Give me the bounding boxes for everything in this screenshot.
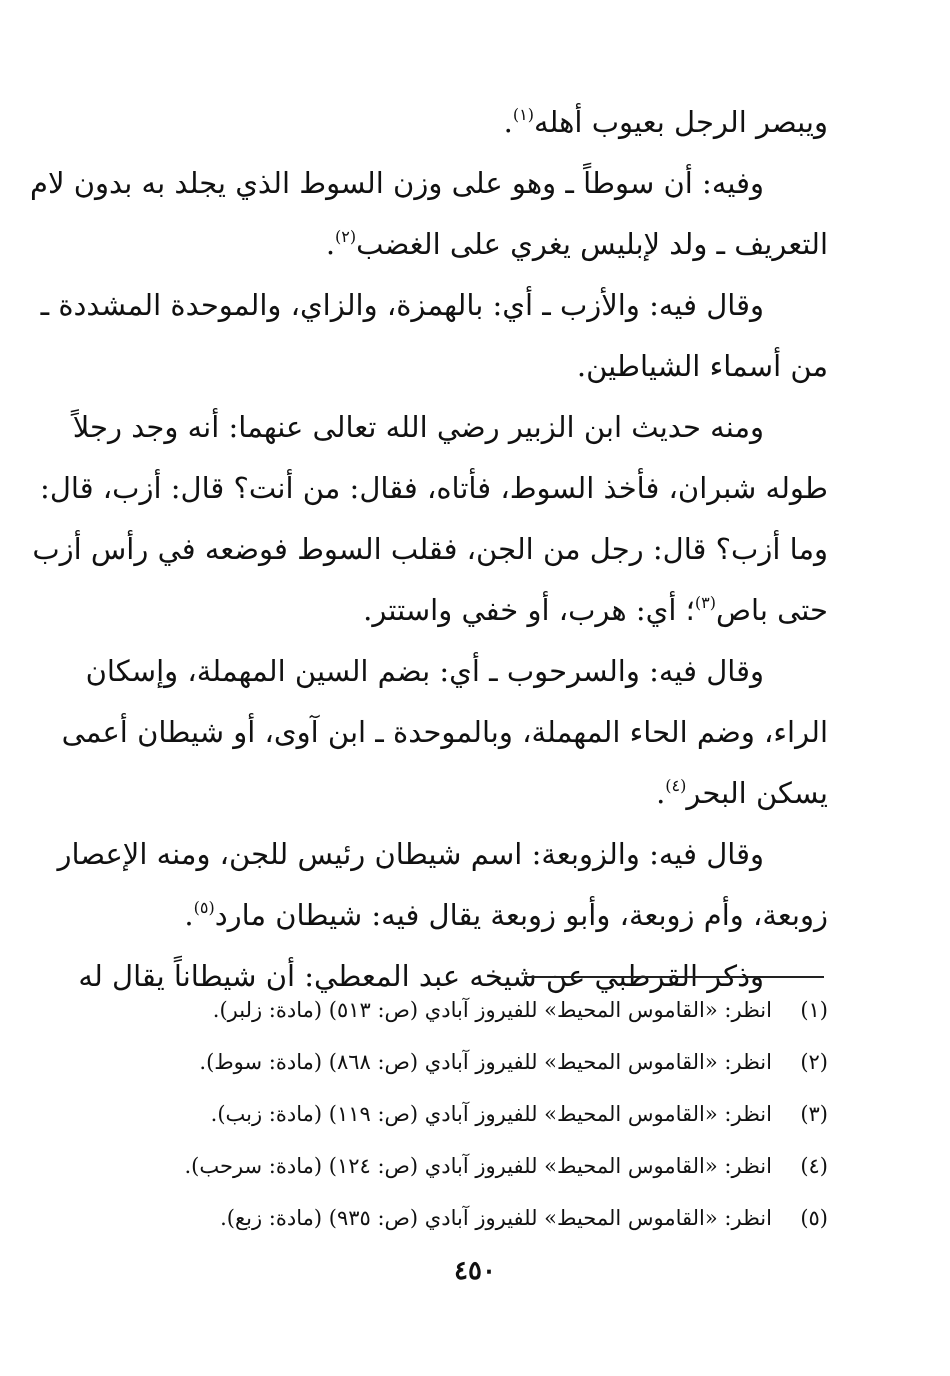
footnote-ref: (٤) (665, 776, 687, 795)
footnote-text: انظر: «القاموس المحيط» للفيروز آبادي (ص: ١١٩) (مادة: زبب). (210, 1102, 772, 1126)
body-line: وفيه: أن سوطاً ـ وهو على وزن السوط الذي يجلد به بدون لام (30, 166, 764, 200)
footnote-number: (٢) (800, 1050, 828, 1074)
body-line: وقال فيه: والأزب ـ أي: بالهمزة، والزاي، والموحدة المشددة ـ (40, 288, 764, 322)
body-line: وما أزب؟ قال: رجل من الجن، فقلب السوط فوضعه في رأس أزب (32, 532, 828, 566)
page-number: ٤٥٠ (454, 1256, 496, 1286)
footnote (100, 1042, 828, 1094)
body-line: ويبصر الرجل بعيوب أهله$^{(١)}$. (503, 105, 828, 139)
body-line: ومنه حديث ابن الزبير رضي الله تعالى عنهما: أنه وجد رجلاً (72, 410, 764, 444)
footnote-text: انظر: «القاموس المحيط» للفيروز آبادي (ص: ١٢٤) (مادة: سرحب). (184, 1154, 772, 1178)
body-line: زوبعة، وأم زوبعة، وأبو زوبعة يقال فيه: شيطان مارد$^{(٥)}$. (184, 898, 828, 932)
footnote-number: (٥) (800, 1206, 828, 1230)
footnote-ref: (٥) (193, 898, 215, 917)
body-line: من أسماء الشياطين. (576, 349, 828, 383)
body-line: وذكر القرطبي عن شيخه عبد المعطي: أن شيطاناً يقال له (78, 959, 764, 993)
body-line: طوله شبران، فأخذ السوط، فأتاه، فقال: من أنت؟ قال: أزب، قال: (40, 471, 828, 505)
footnote (100, 1198, 828, 1250)
footnote-text: انظر: «القاموس المحيط» للفيروز آبادي (ص: ٥١٣) (مادة: زلبر). (212, 998, 772, 1022)
footnote-number: (١) (800, 998, 828, 1022)
body-line: وقال فيه: والسرحوب ـ أي: بضم السين المهملة، وإسكان (85, 654, 764, 688)
footnote-separator (524, 976, 824, 978)
footnote-number: (٤) (800, 1154, 828, 1178)
footnote (100, 1094, 828, 1146)
footnote-text: انظر: «القاموس المحيط» للفيروز آبادي (ص: ٨٦٨) (مادة: سوط). (199, 1050, 772, 1074)
footnote (100, 990, 828, 1042)
body-text (30, 92, 828, 1007)
footnotes (100, 990, 828, 1250)
footnote-ref: (٣) (694, 593, 716, 612)
footnote (100, 1146, 828, 1198)
footnote-ref: (١) (512, 105, 534, 124)
body-line: حتى باص$^{(٣)}$؛ أي: هرب، أو خفي واستتر. (363, 593, 828, 627)
body-line: وقال فيه: والزوبعة: اسم شيطان رئيس للجن، ومنه الإعصار (57, 837, 764, 871)
footnote-ref: (٢) (335, 227, 357, 246)
footnote-number: (٣) (800, 1102, 828, 1126)
footnote-text: انظر: «القاموس المحيط» للفيروز آبادي (ص: ٩٣٥) (مادة: زبع). (220, 1206, 772, 1230)
body-line: يسكن البحر$^{(٤)}$. (656, 776, 828, 810)
body-line: الراء، وضم الحاء المهملة، وبالموحدة ـ ابن آوى، أو شيطان أعمى (61, 715, 828, 749)
body-line: التعريف ـ ولد لإبليس يغري على الغضب$^{(٢)}$. (325, 227, 828, 261)
